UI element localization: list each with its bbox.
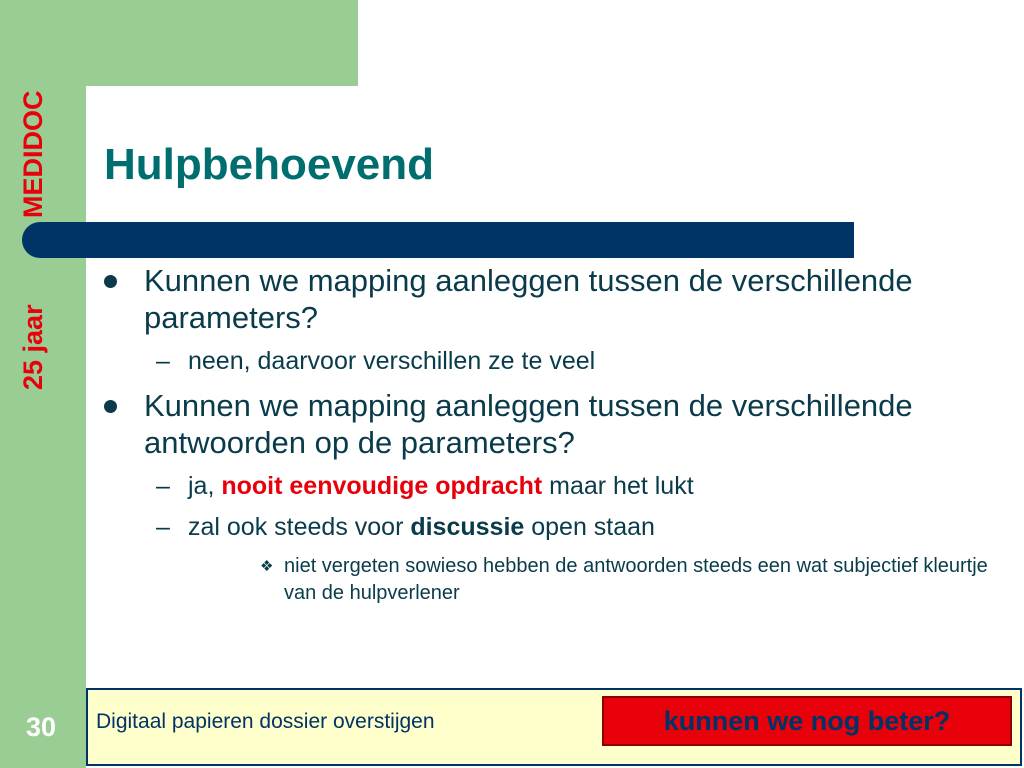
bullet-dot-icon (104, 275, 117, 288)
footer-highlight-text: kunnen we nog beter? (663, 705, 951, 736)
sub-sub-bullet-text: niet vergeten sowieso hebben de antwoorden steeds een wat subjectief kleurtje van de hulpverlener (284, 555, 988, 604)
footer-highlight-box (602, 696, 1012, 746)
slide-content (104, 262, 1004, 613)
dash-icon: – (156, 347, 170, 375)
sub-bullet-text-prefix: ja, (188, 472, 222, 500)
sub-bullet-item (104, 471, 1004, 502)
title-underline-bar (22, 222, 854, 258)
sub-bullet-item (104, 512, 1004, 543)
sub-bullet-text: neen, daarvoor verschillen ze te veel (188, 347, 596, 375)
emphasis-text: nooit eenvoudige opdracht (221, 472, 543, 500)
sub-sub-bullet-item (104, 553, 1004, 607)
bullet-item (104, 262, 1004, 336)
sub-bullet-text-suffix: open staan (524, 513, 655, 541)
slide-title: Hulpbehoevend (104, 140, 435, 189)
bullet-dot-icon (104, 400, 117, 413)
emphasis-text: discussie (410, 513, 525, 541)
bullet-text: Kunnen we mapping aanleggen tussen de verschillende parameters? (144, 263, 913, 335)
sub-bullet-text-prefix: zal ook steeds voor (188, 513, 411, 541)
anniversary-label: 25 jaar (18, 304, 48, 390)
dash-icon: – (156, 513, 170, 541)
brand-label: MEDIDOC (18, 90, 48, 218)
bullet-item (104, 387, 1004, 461)
bullet-text: Kunnen we mapping aanleggen tussen de verschillende antwoorden op de parameters? (144, 388, 913, 460)
sub-bullet-text-suffix: maar het lukt (542, 472, 694, 500)
footer-caption: Digitaal papieren dossier overstijgen (96, 710, 435, 733)
sidebar-labels (10, 30, 70, 390)
dash-icon: – (156, 472, 170, 500)
sub-bullet-item (104, 346, 1004, 377)
diamond-bullet-icon: ❖ (260, 558, 274, 575)
slide-number: 30 (26, 712, 57, 742)
